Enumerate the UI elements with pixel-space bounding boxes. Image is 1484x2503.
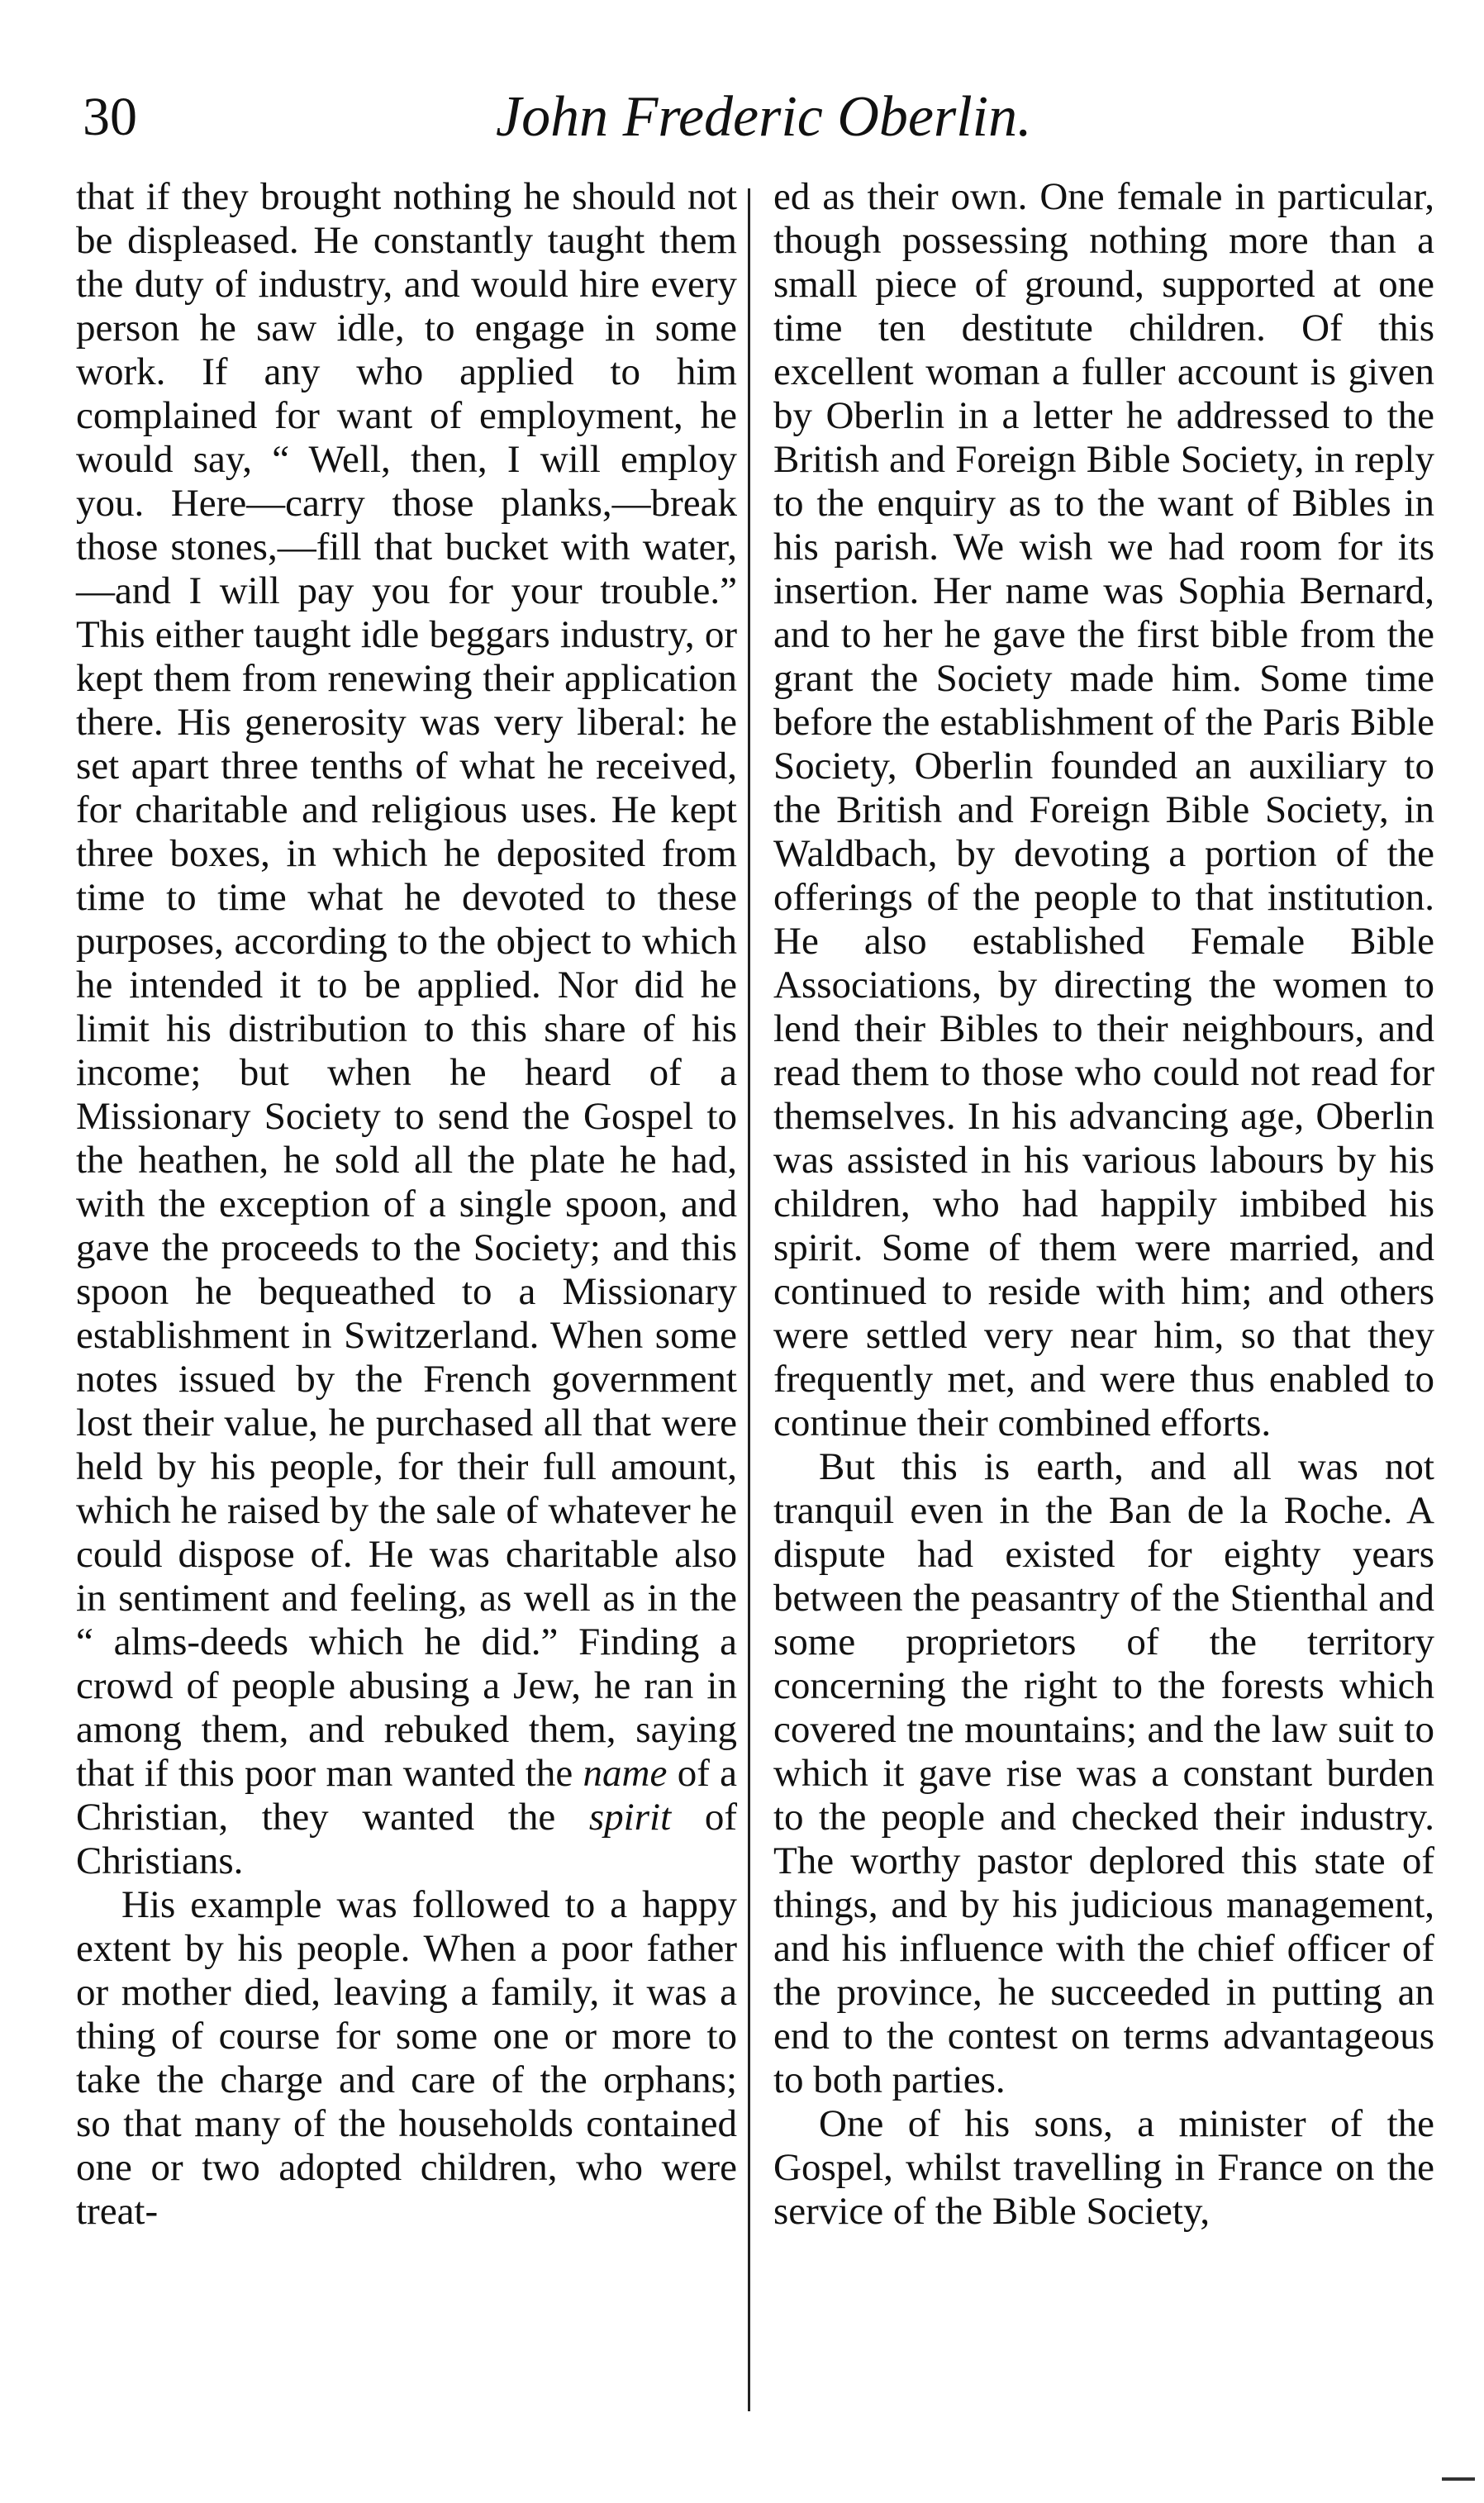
column-divider — [748, 188, 750, 2411]
left-paragraph-2: His example was followed to a happy extent by his people. When a poor father or mother died, leaving a family, it was a thing of course for some one or more to take the charge and care of the orphans; so that many of the households contained one or two adopted children, who were treat- — [76, 1883, 737, 2233]
left-paragraph-1-text-c: of Christians. — [76, 1796, 737, 1882]
left-column — [76, 175, 737, 2234]
emphasis-spirit: spirit — [588, 1796, 672, 1839]
right-paragraph-1: ed as their own. One female in particular, though possessing nothing more than a small piece of ground, supported at one time ten destitute children. Of this excellent woman a fuller account is given by Oberlin in a letter he addressed to the British and Foreign Bible Society, in reply to the enquiry as to the want of Bibles in his parish. We wish we had room for its insertion. Her name was Sophia Bernard, and to her he gave the first bible from the grant the Society made him. Some time before the establishment of the Paris Bible Society, Oberlin founded an auxiliary to the British and Foreign Bible Society, in Waldbach, by devoting a portion of the offerings of the people to that institution. He also established Female Bible Associations, by directing the women to lend their Bibles to their neighbours, and read them to those who could not read for themselves. In his advancing age, Oberlin was assisted in his various labours by his children, who had happily imbibed his spirit. Some of them were married, and continued to reside with him; and others were settled very near him, so that they frequently met, and were thus enabled to continue their combined efforts. — [773, 175, 1434, 1444]
left-paragraph-1-text-b: of a Christian, they wanted the — [76, 1752, 738, 1839]
emphasis-name: name — [583, 1752, 668, 1795]
right-paragraph-2: But this is earth, and all was not tranquil even in the Ban de la Roche. A dispute had existed for eighty years between the peasantry of the Stienthal and some proprietors of the territory concerning the right to the forests which covered tne mountains; and the law suit to which it gave rise was a constant burden to the people and checked their industry. The worthy pastor deplored this state of things, and by his judicious management, and his influence with the chief officer of the province, he succeeded in putting an end to the contest on terms advantageous to both parties. — [773, 1445, 1434, 2101]
page-header — [0, 76, 1484, 167]
running-title: John Frederic Oberlin. — [496, 85, 1032, 149]
right-paragraph-3: One of his sons, a minister of the Gospel, whilst travelling in France on the service of the Bible Society, — [773, 2102, 1434, 2233]
page-number: 30 — [83, 87, 137, 147]
left-paragraph-1 — [76, 175, 737, 1883]
left-paragraph-1-text-a: that if they brought nothing he should not be displeased. He constantly taught them the duty of industry, and would hire every person he saw idle, to engage in some work. If any who applied to him complained for want of employment, he would say, “ Well, then, I will employ you. Here—carry those planks,—break those stones,—fill that bucket with water,—and I will pay you for your trouble.” This either taught idle beggars industry, or kept them from renewing their application there. His generosity was very liberal: he set apart three tenths of what he received, for charitable and religious uses. He kept three boxes, in which he deposited from time to time what he devoted to these purposes, according to the object to which he intended it to be applied. Nor did he limit his distribution to this share of his income; but when he heard of a Missionary Society to send the Gospel to the heathen, he sold all the plate he had, with the exception of a single spoon, and gave the proceeds to the Society; and this spoon he bequeathed to a Missionary establishment in Switzerland. When some notes issued by the French government lost their value, he purchased all that were held by his people, for their full amount, which he raised by the sale of whatever he could dispose of. He was charitable also in sentiment and feeling, as well as in the “ alms-deeds which he did.” Finding a crowd of people abusing a Jew, he ran in among them, and rebuked them, saying that if this poor man wanted the — [76, 175, 737, 1795]
page-edge-mark — [1442, 2477, 1475, 2481]
right-column — [773, 175, 1434, 2234]
